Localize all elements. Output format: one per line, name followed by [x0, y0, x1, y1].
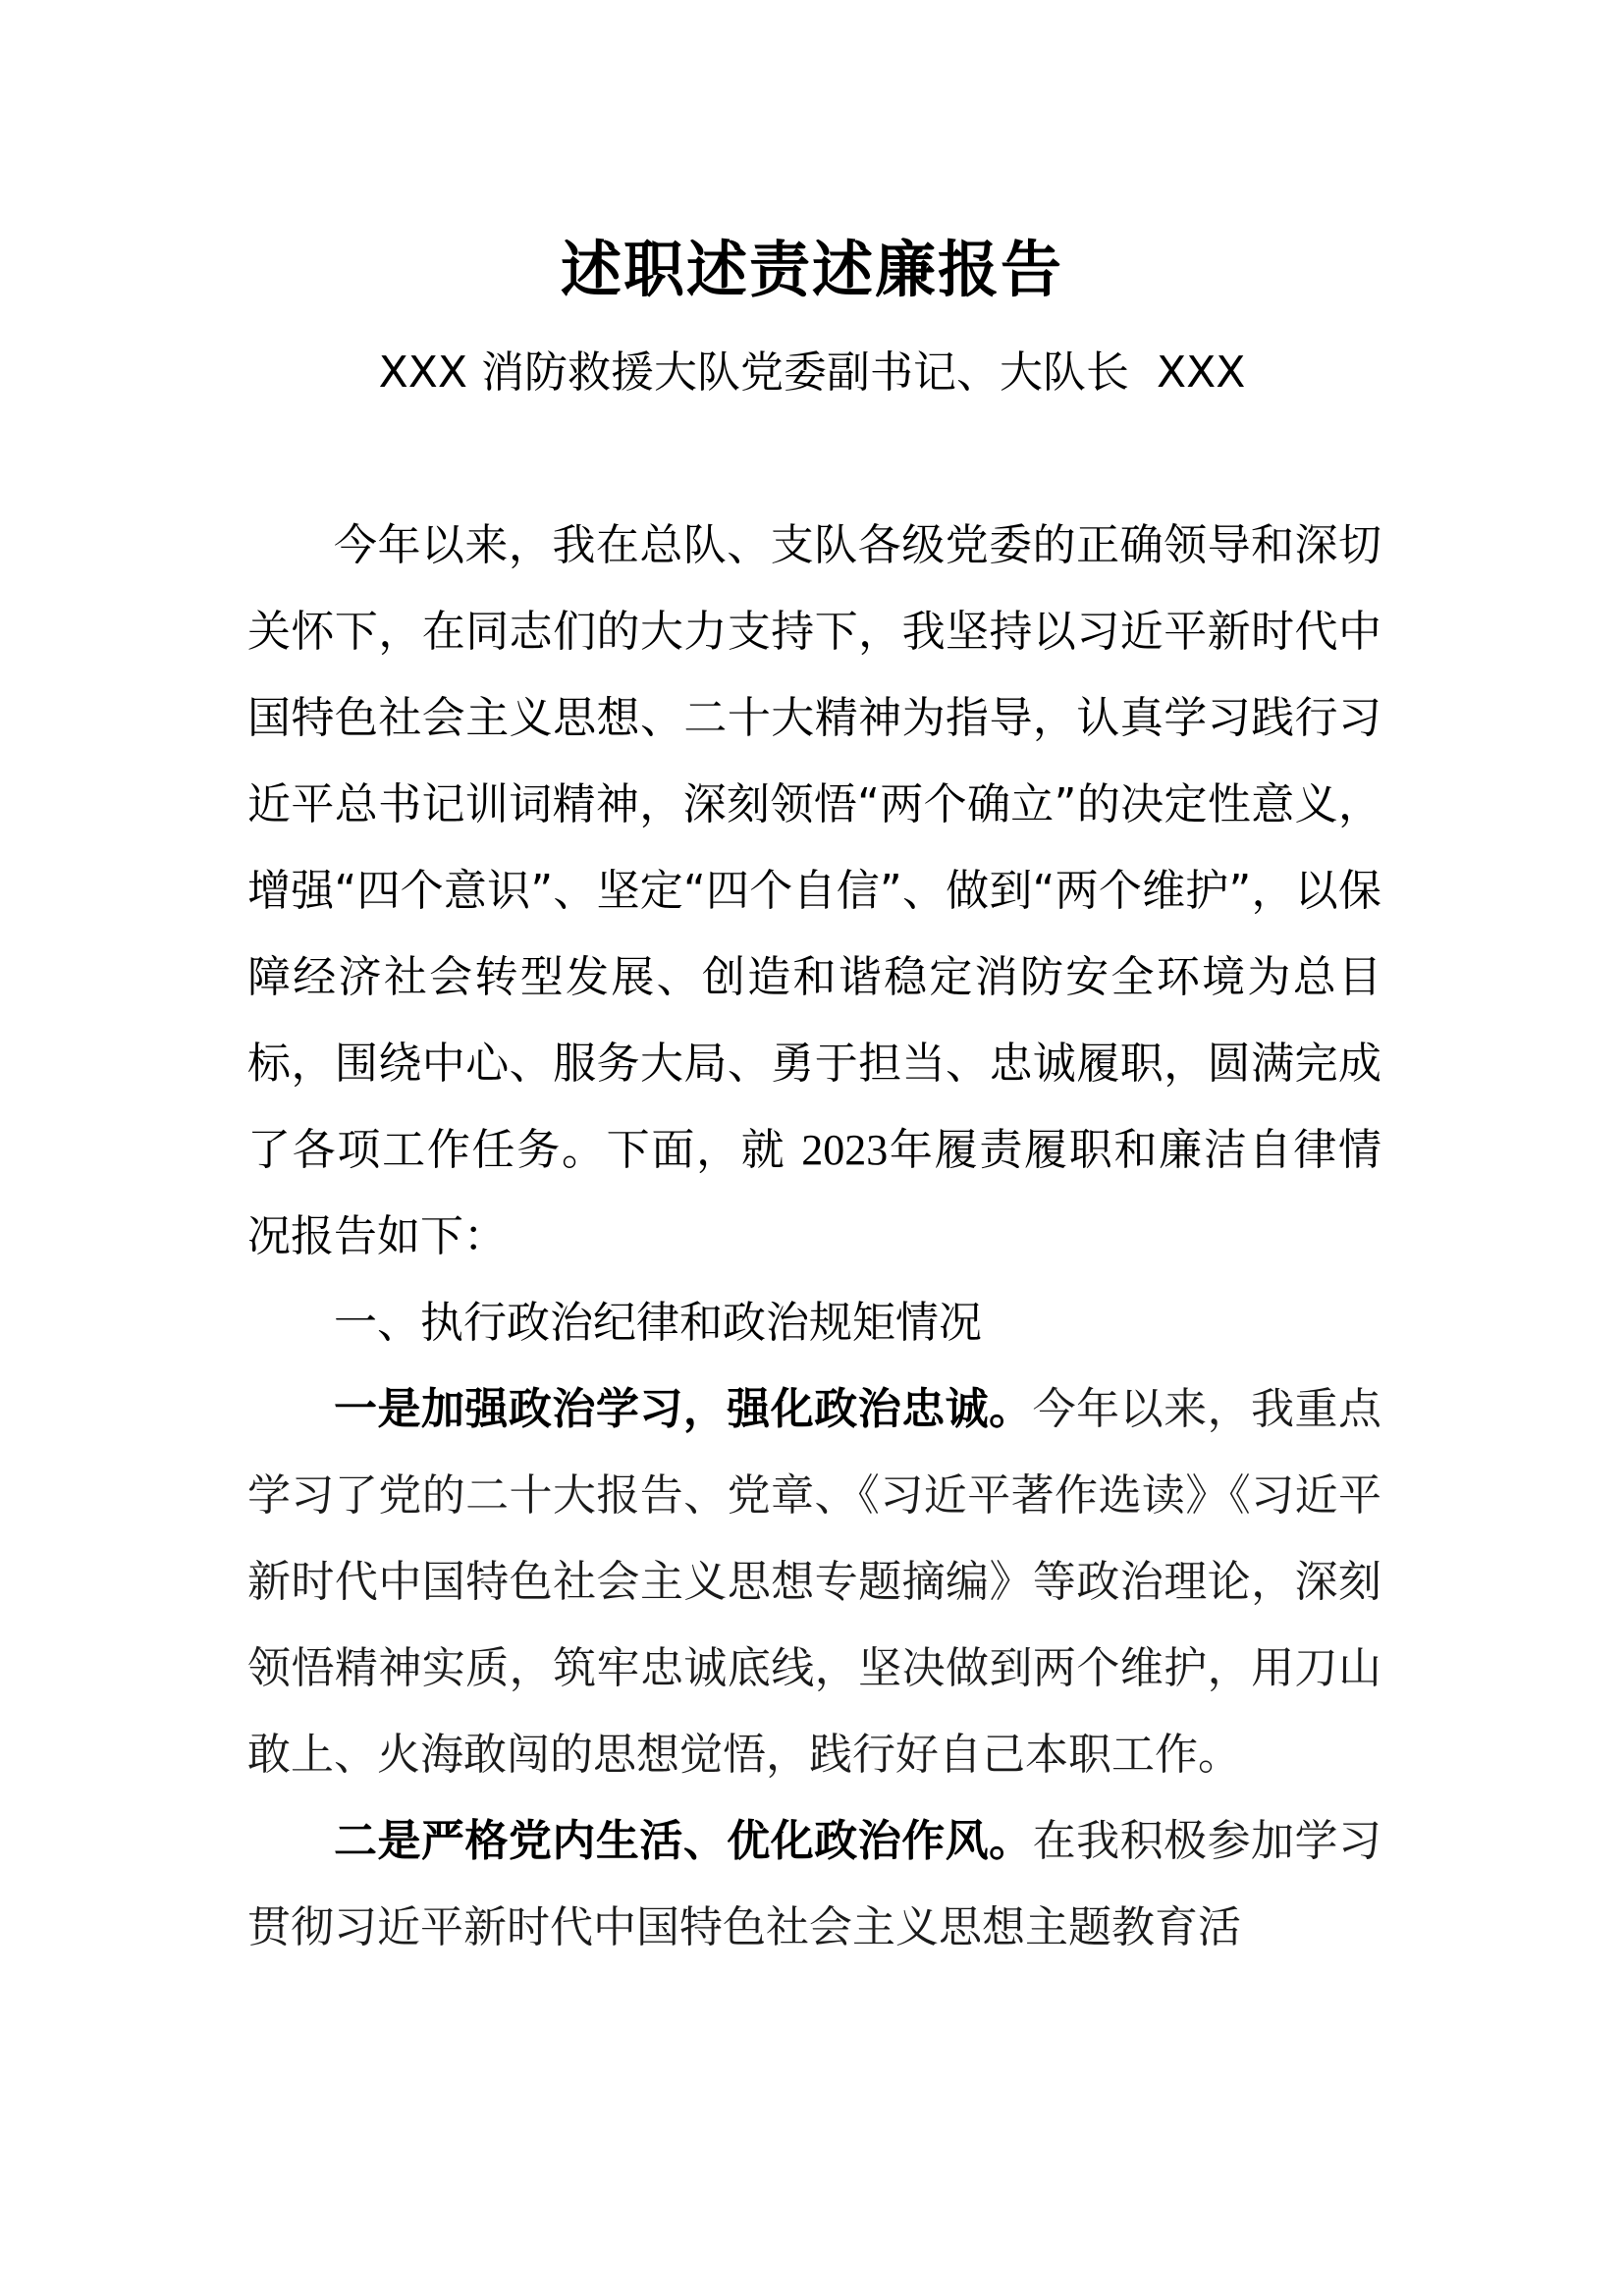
intro-paragraph [247, 503, 1381, 1280]
document-title: 述职述责述廉报告 [560, 234, 1063, 305]
item-paragraph-1 [247, 1366, 1381, 1798]
item-2-text: 在我积极参加学习贯彻习近平新时代中国特色社会主义思想主题教育活 [247, 1816, 1382, 1952]
intro-text-end: 年履责履职和廉洁自律情况报告如下： [247, 1125, 1381, 1261]
section-heading: 一、执行政治纪律和政治规矩情况 [334, 1298, 982, 1348]
document-subtitle: XXX 消防救援大队党委副书记、大队长 XXX [378, 347, 1246, 398]
item-1-text: 今年以来，我重点学习了党的二十大报告、党章、《习近平著作选读》《习近平新时代中国特色社会主义思想专题摘编》等政治理论，深刻领悟精神实质，筑牢忠诚底线，坚决做到两个维护，用刀山敢上、火海敢闯的思想觉悟，践行好自己本职工作。 [247, 1384, 1382, 1780]
item-2-lead: 二是严格党内生活、优化政治作风。 [334, 1816, 1033, 1866]
item-paragraph-2 [247, 1798, 1381, 1971]
intro-text: 今年以来，我在总队、支队各级党委的正确领导和深切关怀下，在同志们的大力支持下，我坚持以习近平新时代中国特色社会主义思想、二十大精神为指导，认真学习践行习近平总书记训词精神，深刻领悟“两个确立”的决定性意义，增强“四个意识”、坚定“四个自信”、做到“两个维护”，以保障经济社会转型发展、创造和谐稳定消防安全环境为总目标，围绕中心、服务大局、勇于担当、忠诚履职，圆满完成了各项工作任务。下面，就 [247, 520, 1381, 1175]
item-1-lead: 一是加强政治学习，强化政治忠诚。 [334, 1384, 1033, 1434]
document-body [247, 503, 1381, 1971]
report-year: 2023 [801, 1126, 889, 1174]
